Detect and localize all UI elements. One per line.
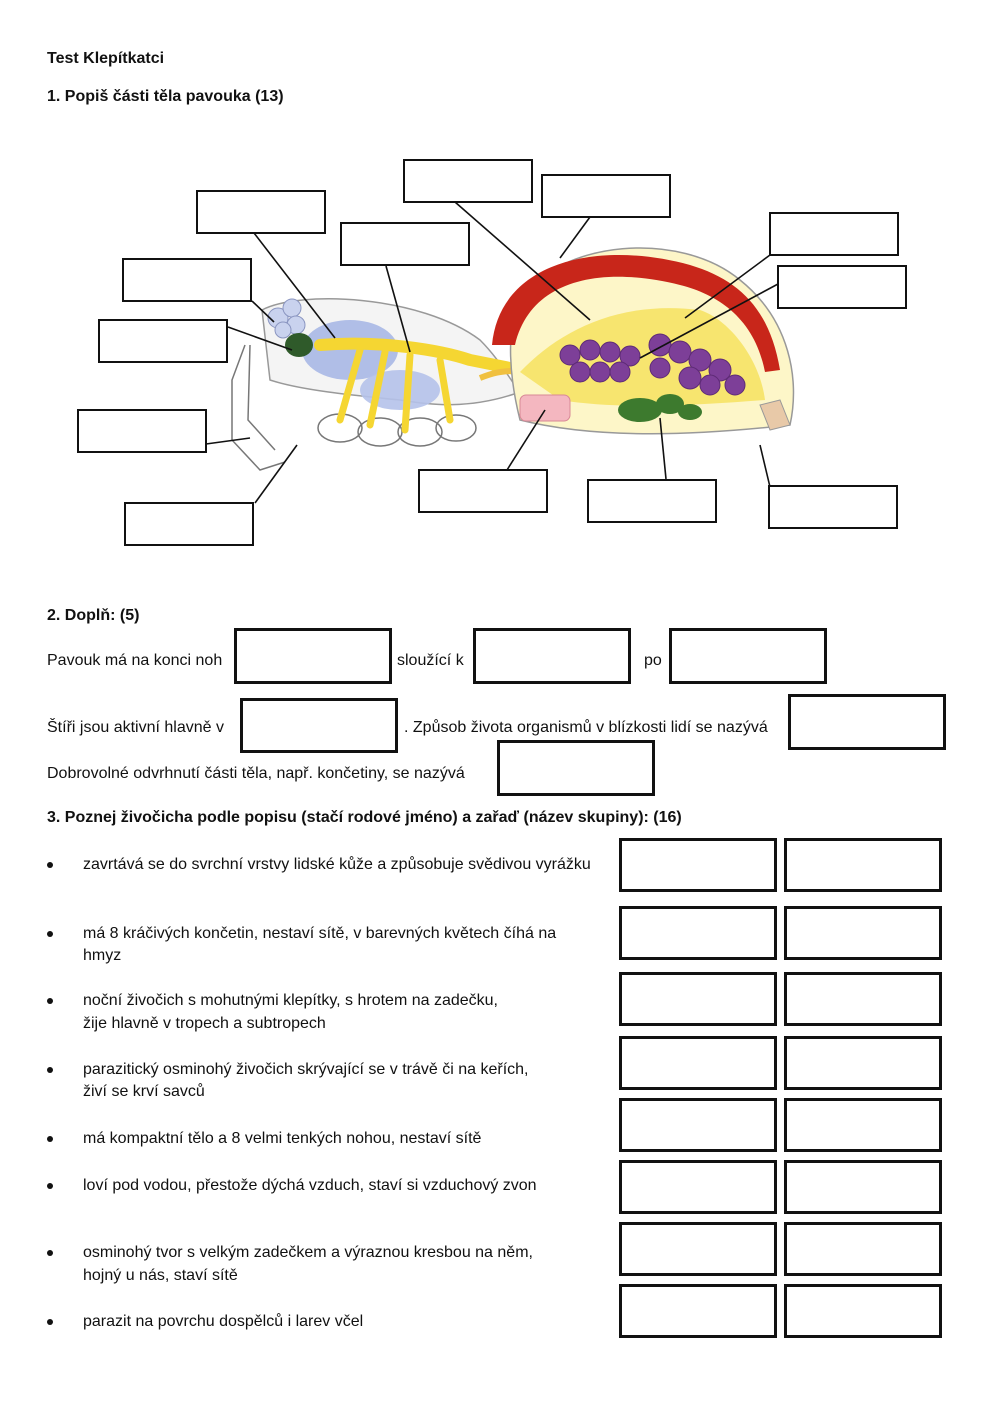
q2-blank-5[interactable] xyxy=(788,694,946,750)
q2-line3-text-a: Dobrovolné odvrhnutí části těla, např. končetiny, se nazývá xyxy=(47,765,465,782)
book-lung-drawing xyxy=(520,395,570,421)
page-title: Test Klepítkatci xyxy=(47,50,165,67)
poison-gland-drawing xyxy=(285,333,313,357)
q3-item-4-group-box[interactable] xyxy=(784,1036,942,1090)
q2-blank-2[interactable] xyxy=(473,628,631,684)
q1-label-box-1[interactable] xyxy=(403,159,533,203)
bullet-icon xyxy=(47,1250,53,1256)
q3-item-3-genus-box[interactable] xyxy=(619,972,777,1026)
bullet-icon xyxy=(47,1319,53,1325)
q1-label-box-9[interactable] xyxy=(77,409,207,453)
q3-item-8-genus-box[interactable] xyxy=(619,1284,777,1338)
q2-line1-text-b: sloužící k xyxy=(397,652,464,669)
q3-item-7-text-line1: osminohý tvor s velkým zadečkem a výraznou kresbou na něm, xyxy=(83,1244,533,1261)
q1-label-box-12[interactable] xyxy=(768,485,898,529)
q3-item-6-genus-box[interactable] xyxy=(619,1160,777,1214)
q1-label-box-5[interactable] xyxy=(340,222,470,266)
q3-item-8-group-box[interactable] xyxy=(784,1284,942,1338)
bullet-icon xyxy=(47,931,53,937)
q1-label-box-11[interactable] xyxy=(587,479,717,523)
q3-item-7-genus-box[interactable] xyxy=(619,1222,777,1276)
q3-item-3-group-box[interactable] xyxy=(784,972,942,1026)
q1-label-box-3[interactable] xyxy=(196,190,326,234)
q3-item-6-text: loví pod vodou, přestože dýchá vzduch, staví si vzduchový zvon xyxy=(83,1177,537,1194)
q3-item-2-text-line2: hmyz xyxy=(83,947,122,964)
q1-label-box-13[interactable] xyxy=(124,502,254,546)
q3-item-2-genus-box[interactable] xyxy=(619,906,777,960)
bullet-icon xyxy=(47,1183,53,1189)
q2-blank-6[interactable] xyxy=(497,740,655,796)
q2-line2-text-b: . Způsob života organismů v blízkosti lidí se nazývá xyxy=(404,719,768,736)
q2-heading: 2. Doplň: (5) xyxy=(47,607,140,624)
q2-blank-1[interactable] xyxy=(234,628,392,684)
q3-item-2-text-line1: má 8 kráčivých končetin, nestaví sítě, v barevných květech číhá na xyxy=(83,925,557,942)
q3-item-4-text-line1: parazitický osminohý živočich skrývající se v trávě či na keřích, xyxy=(83,1061,529,1078)
bullet-icon xyxy=(47,1136,53,1142)
q1-heading: 1. Popiš části těla pavouka (13) xyxy=(47,88,284,105)
q3-item-7-text-line2: hojný u nás, staví sítě xyxy=(83,1267,238,1284)
q1-label-box-7[interactable] xyxy=(777,265,907,309)
q2-line1-text-a: Pavouk má na konci noh xyxy=(47,652,223,669)
q1-label-box-10[interactable] xyxy=(418,469,548,513)
q3-item-4-text-line2: živí se krví savců xyxy=(83,1083,205,1100)
q1-label-box-4[interactable] xyxy=(769,212,899,256)
q1-label-box-2[interactable] xyxy=(541,174,671,218)
q2-line2-text-a: Štíři jsou aktivní hlavně v xyxy=(47,719,224,736)
q3-item-6-group-box[interactable] xyxy=(784,1160,942,1214)
q3-item-3-text-line2: žije hlavně v tropech a subtropech xyxy=(83,1015,326,1032)
bullet-icon xyxy=(47,1067,53,1073)
q3-heading: 3. Poznej živočicha podle popisu (stačí rodové jméno) a zařaď (název skupiny): (16) xyxy=(47,809,682,826)
q1-label-box-8[interactable] xyxy=(98,319,228,363)
q3-item-3-text-line1: noční živočich s mohutnými klepítky, s hrotem na zadečku, xyxy=(83,992,498,1009)
q2-line1-text-c: po xyxy=(644,652,662,669)
q3-item-1-text: zavrtává se do svrchní vrstvy lidské kůže a způsobuje svědivou vyrážku xyxy=(83,856,591,873)
q2-blank-3[interactable] xyxy=(669,628,827,684)
q3-item-5-text: má kompaktní tělo a 8 velmi tenkých nohou, nestaví sítě xyxy=(83,1130,482,1147)
bullet-icon xyxy=(47,862,53,868)
q1-label-box-6[interactable] xyxy=(122,258,252,302)
q2-blank-4[interactable] xyxy=(240,698,398,753)
bullet-icon xyxy=(47,998,53,1004)
q3-item-8-text: parazit na povrchu dospělců i larev včel xyxy=(83,1313,364,1330)
q3-item-1-group-box[interactable] xyxy=(784,838,942,892)
q3-item-5-genus-box[interactable] xyxy=(619,1098,777,1152)
q3-item-1-genus-box[interactable] xyxy=(619,838,777,892)
q3-item-5-group-box[interactable] xyxy=(784,1098,942,1152)
q3-item-7-group-box[interactable] xyxy=(784,1222,942,1276)
q3-item-4-genus-box[interactable] xyxy=(619,1036,777,1090)
q3-item-2-group-box[interactable] xyxy=(784,906,942,960)
